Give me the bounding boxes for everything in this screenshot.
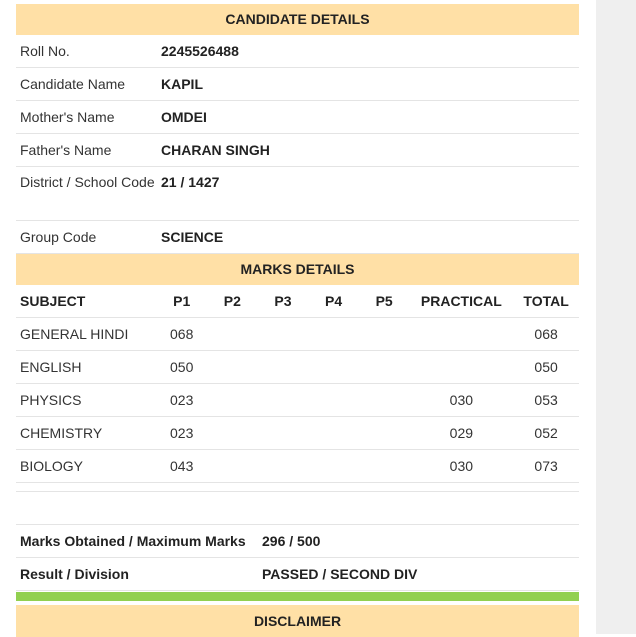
cell-p4 [308, 351, 359, 384]
cell-p4 [308, 450, 359, 483]
marks-obtained-label: Marks Obtained / Maximum Marks [20, 533, 246, 549]
cell-subject: ENGLISH [16, 351, 156, 384]
cell-practical: 030 [409, 450, 513, 483]
cell-p5 [359, 318, 410, 351]
cell-p1: 043 [156, 450, 207, 483]
marks-details-heading: MARKS DETAILS [16, 254, 579, 285]
result-division-label: Result / Division [20, 566, 129, 582]
field-label: Mother's Name [20, 109, 115, 125]
table-row [16, 450, 579, 483]
marks-table [16, 285, 579, 483]
cell-subject: GENERAL HINDI [16, 318, 156, 351]
field-value: 21 / 1427 [161, 174, 220, 190]
page-gutter [596, 0, 636, 634]
cell-total: 073 [513, 450, 579, 483]
cell-p3 [258, 351, 309, 384]
field-mothers-name [16, 101, 579, 134]
marks-obtained-row [16, 525, 579, 558]
table-row [16, 417, 579, 450]
table-row [16, 351, 579, 384]
cell-p5 [359, 384, 410, 417]
cell-p2 [207, 351, 258, 384]
cell-practical: 030 [409, 384, 513, 417]
cell-p3 [258, 318, 309, 351]
col-p1: P1 [156, 285, 207, 318]
col-p2: P2 [207, 285, 258, 318]
cell-p3 [258, 450, 309, 483]
marks-header-row [16, 285, 579, 318]
disclaimer-heading: DISCLAIMER [16, 605, 579, 637]
cell-p5 [359, 450, 410, 483]
table-divider [16, 483, 579, 492]
cell-p3 [258, 417, 309, 450]
cell-subject: CHEMISTRY [16, 417, 156, 450]
result-sheet [16, 4, 579, 637]
field-label: Roll No. [20, 43, 70, 59]
field-label: Group Code [20, 229, 97, 245]
cell-total: 052 [513, 417, 579, 450]
field-group-code [16, 221, 579, 254]
cell-p2 [207, 450, 258, 483]
field-district-school-code [16, 167, 579, 221]
cell-practical [409, 351, 513, 384]
result-division-value: PASSED / SECOND DIV [262, 566, 418, 582]
cell-p4 [308, 417, 359, 450]
col-subject: SUBJECT [16, 285, 156, 318]
cell-subject: PHYSICS [16, 384, 156, 417]
cell-p4 [308, 318, 359, 351]
cell-p3 [258, 384, 309, 417]
field-label: Candidate Name [20, 76, 126, 92]
field-fathers-name [16, 134, 579, 167]
field-candidate-name [16, 68, 579, 101]
cell-practical [409, 318, 513, 351]
col-practical: PRACTICAL [409, 285, 513, 318]
cell-p2 [207, 417, 258, 450]
cell-p1: 023 [156, 384, 207, 417]
col-p4: P4 [308, 285, 359, 318]
cell-p5 [359, 351, 410, 384]
cell-p5 [359, 417, 410, 450]
field-label: District / School Code [20, 174, 155, 190]
cell-p4 [308, 384, 359, 417]
result-division-row [16, 558, 579, 591]
candidate-details-heading: CANDIDATE DETAILS [16, 4, 579, 35]
field-label: Father's Name [20, 142, 112, 158]
blank-row [16, 492, 579, 525]
field-value: KAPIL [161, 76, 203, 92]
cell-p1: 050 [156, 351, 207, 384]
cell-p2 [207, 318, 258, 351]
cell-total: 068 [513, 318, 579, 351]
marks-obtained-value: 296 / 500 [262, 533, 321, 549]
result-status-bar [16, 592, 579, 601]
cell-total: 050 [513, 351, 579, 384]
field-value: CHARAN SINGH [161, 142, 270, 158]
field-value: OMDEI [161, 109, 207, 125]
col-total: TOTAL [513, 285, 579, 318]
cell-p1: 023 [156, 417, 207, 450]
field-value: SCIENCE [161, 229, 224, 245]
table-row [16, 384, 579, 417]
field-roll-no [16, 35, 579, 68]
cell-subject: BIOLOGY [16, 450, 156, 483]
table-row [16, 318, 579, 351]
col-p3: P3 [258, 285, 309, 318]
cell-total: 053 [513, 384, 579, 417]
cell-practical: 029 [409, 417, 513, 450]
cell-p2 [207, 384, 258, 417]
cell-p1: 068 [156, 318, 207, 351]
col-p5: P5 [359, 285, 410, 318]
field-value: 2245526488 [161, 43, 239, 59]
